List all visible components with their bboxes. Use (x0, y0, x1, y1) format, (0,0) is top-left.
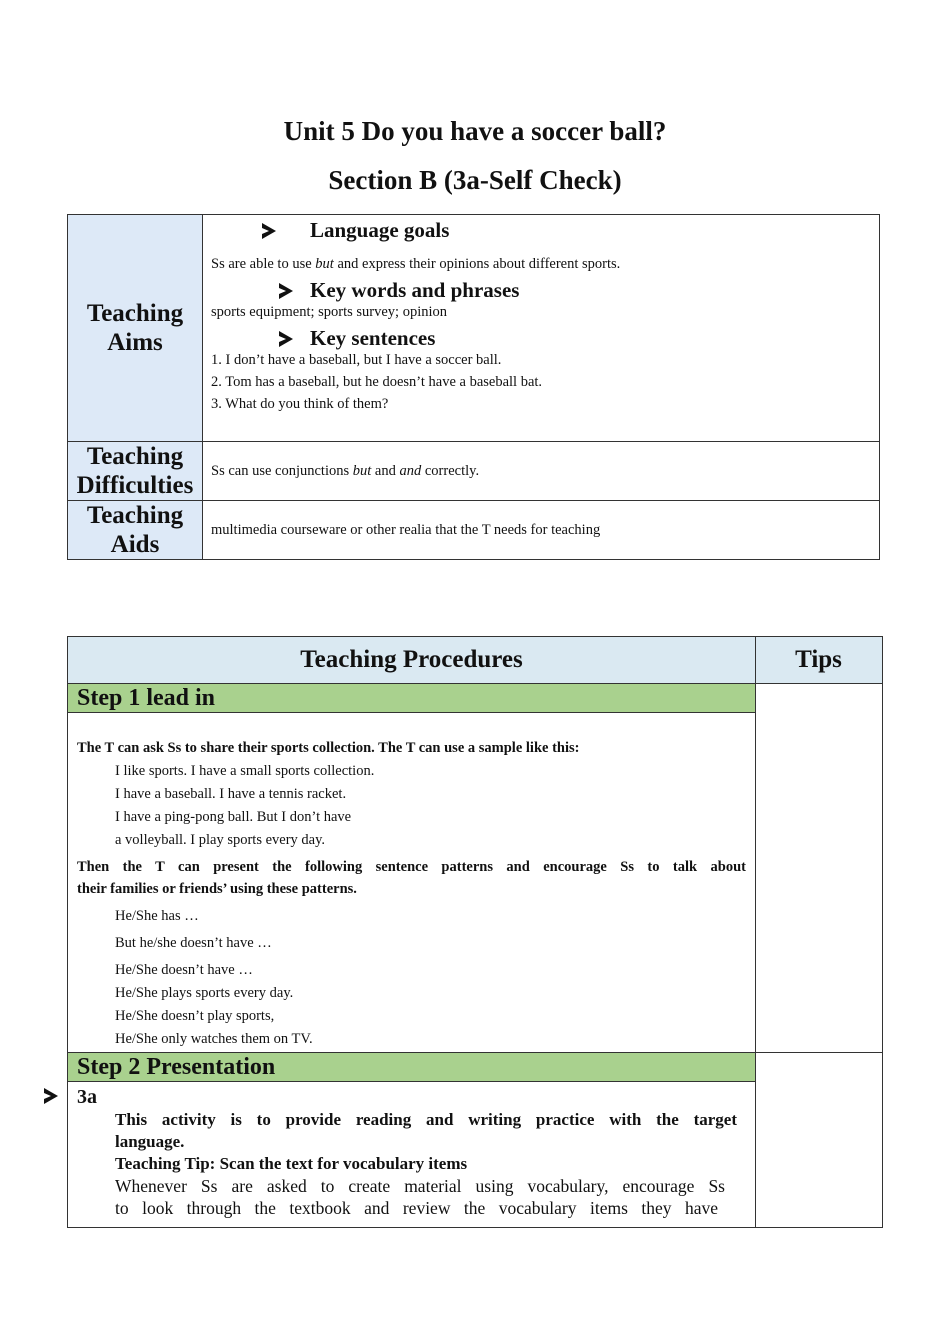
key-words-heading (279, 278, 519, 303)
step1-title: Step 1 lead in (68, 683, 755, 713)
aids-row (68, 501, 880, 560)
pattern-1: He/She has … (115, 908, 199, 924)
key-words-label: Key words and phrases (310, 278, 520, 302)
aims-content-cell (203, 215, 880, 442)
key-sentence-2: 2. Tom has a baseball, but he doesn’t have a baseball bat. (211, 374, 543, 390)
difficulties-header-line2: Difficulties (76, 472, 194, 499)
language-goals-text (211, 256, 620, 273)
procedures-header: Teaching Procedures (68, 637, 755, 684)
difficulties-text-pre: Ss can use conjunctions (211, 462, 353, 479)
page-title: Unit 5 Do you have a soccer ball? (283, 116, 667, 146)
sample-line-4: a volleyball. I play sports every day. (115, 832, 326, 848)
sample-line-3: I have a ping-pong ball. But I don’t have (115, 809, 352, 825)
page-subtitle: Section B (3a-Self Check) (328, 165, 622, 195)
difficulties-italic-but: but (352, 462, 372, 479)
language-goals-heading (262, 218, 449, 243)
language-goals-text-italic: but (315, 256, 334, 272)
tips-divider (755, 1052, 882, 1053)
activity-line-1: This activity is to provide reading and writing practice with the target (115, 1110, 737, 1129)
body-line-1: Whenever Ss are asked to create material using vocabulary, encourage Ss (115, 1176, 725, 1196)
arrow-bullet-icon (262, 223, 276, 239)
pattern-3: He/She doesn’t have … (115, 962, 253, 978)
step2-title: Step 2 Presentation (68, 1052, 755, 1082)
body-line-2: to look through the textbook and review the vocabulary items they have (115, 1198, 718, 1218)
aims-header-line1: Teaching (86, 300, 184, 327)
step1-intro: The T can ask Ss to share their sports collection. The T can use a sample like this: (77, 740, 580, 756)
language-goals-label: Language goals (310, 218, 450, 242)
step2-subheading: 3a (77, 1086, 97, 1108)
aids-header-cell (68, 501, 203, 560)
language-goals-text-pre: Ss are able to use (211, 256, 316, 272)
aids-header-line1: Teaching (86, 502, 184, 529)
key-sentence-1: 1. I don’t have a baseball, but I have a soccer ball. (211, 352, 502, 368)
sample-line-2: I have a baseball. I have a tennis racket. (115, 786, 347, 802)
pattern-6: He/She only watches them on TV. (115, 1031, 313, 1047)
difficulties-row (68, 442, 880, 501)
language-goals-text-post: and express their opinions about different sports. (333, 256, 621, 272)
step2-arrow-icon (44, 1088, 58, 1109)
key-sentences-label: Key sentences (310, 326, 436, 350)
then-line-1: Then the T can present the following sentence patterns and encourage Ss to talk about (77, 859, 746, 875)
aids-content-cell: multimedia courseware or other realia that the T needs for teaching (203, 501, 880, 560)
pattern-5: He/She doesn’t play sports, (115, 1008, 275, 1024)
aids-header-line2: Aids (110, 531, 160, 558)
activity-line-2: language. (115, 1132, 185, 1151)
key-words-text: sports equipment; sports survey; opinion (211, 304, 448, 320)
teaching-tip: Teaching Tip: Scan the text for vocabulary items (115, 1154, 468, 1173)
tips-header: Tips (755, 637, 882, 684)
aims-header-line2: Aims (107, 329, 163, 356)
arrow-bullet-icon (279, 331, 293, 347)
sample-line-1: I like sports. I have a small sports collection. (115, 763, 375, 779)
difficulties-header-cell (68, 442, 203, 501)
teaching-aims-table (67, 214, 880, 560)
difficulties-header-line1: Teaching (86, 443, 184, 470)
aims-header-cell (68, 215, 203, 442)
pattern-2: But he/she doesn’t have … (115, 935, 272, 951)
difficulties-content-cell (203, 442, 880, 501)
difficulties-text-post: correctly. (421, 462, 480, 479)
key-sentences-heading (279, 326, 435, 351)
difficulties-text-mid: and (371, 462, 400, 479)
key-sentence-3: 3. What do you think of them? (211, 396, 389, 412)
pattern-4: He/She plays sports every day. (115, 985, 294, 1001)
arrow-bullet-icon (279, 283, 293, 299)
aims-row (68, 215, 880, 442)
teaching-procedures-table (67, 636, 883, 1228)
then-line-2: their families or friends’ using these patterns. (77, 881, 357, 897)
difficulties-italic-and: and (399, 462, 422, 479)
column-divider (755, 637, 756, 1227)
